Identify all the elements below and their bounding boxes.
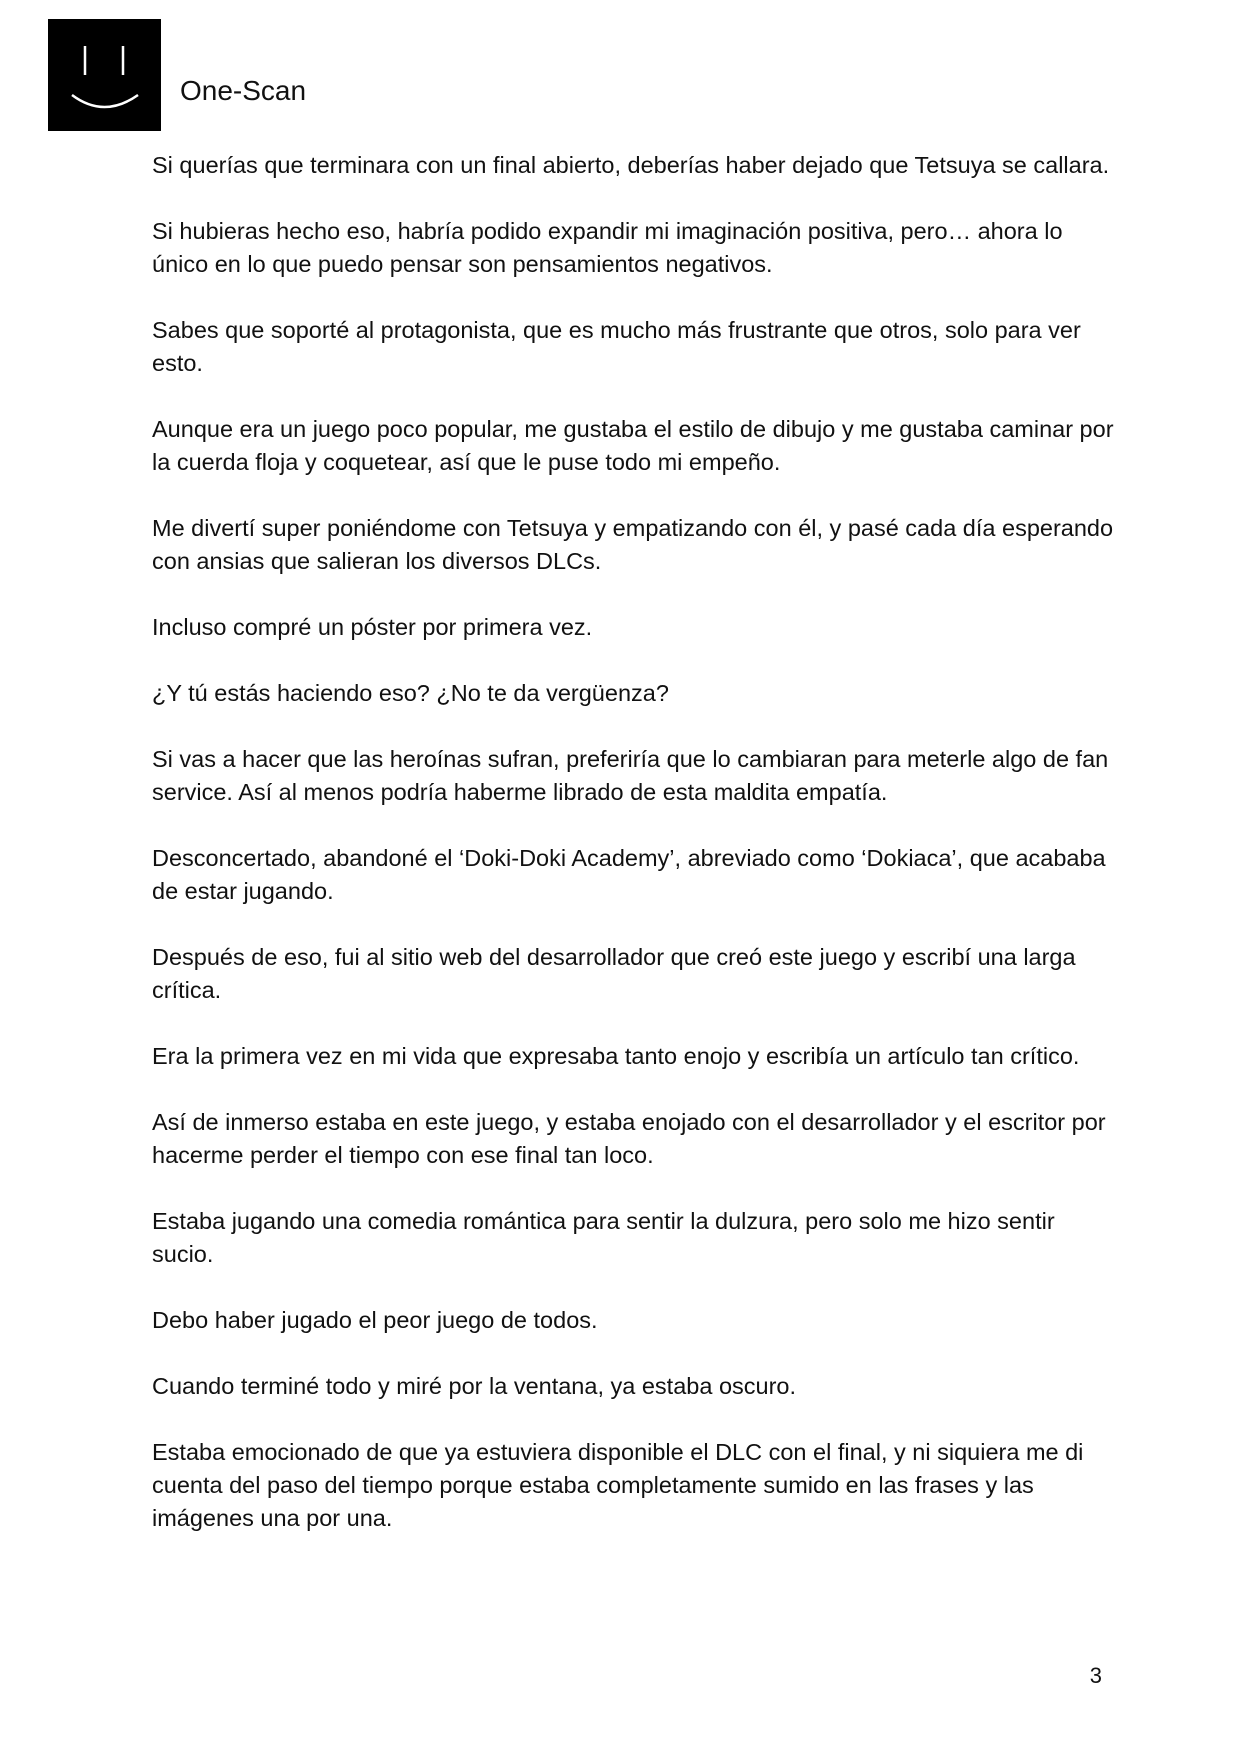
paragraph: Incluso compré un póster por primera vez. — [152, 614, 593, 640]
paragraph: Sabes que soporté al protagonista, que es mucho más frustrante que otros, solo para ver esto. — [152, 317, 1081, 376]
paragraph: ¿Y tú estás haciendo eso? ¿No te da vergüenza? — [152, 680, 669, 706]
page-number: 3 — [1089, 1663, 1102, 1688]
document-body — [152, 149, 1114, 1568]
paragraph: Estaba emocionado de que ya estuviera disponible el DLC con el final, y ni siquiera me di cuenta del paso del tiempo porque estaba completamente sumido en las frases y las imágenes una por una. — [152, 1439, 1084, 1531]
paragraph: Después de eso, fui al sitio web del desarrollador que creó este juego y escribí una larga crítica. — [152, 944, 1076, 1003]
paragraph: Me divertí super poniéndome con Tetsuya y empatizando con él, y pasé cada día esperando con ansias que salieran los diversos DLCs. — [152, 515, 1114, 574]
paragraph: Si vas a hacer que las heroínas sufran, preferiría que lo cambiaran para meterle algo de fan service. Así al menos podría haberme librado de esta maldita empatía. — [152, 746, 1109, 805]
paragraph: Estaba jugando una comedia romántica para sentir la dulzura, pero solo me hizo sentir sucio. — [152, 1208, 1055, 1267]
paragraph: Aunque era un juego poco popular, me gustaba el estilo de dibujo y me gustaba caminar por la cuerda floja y coquetear, así que le puse todo mi empeño. — [152, 416, 1114, 475]
paragraph: Si hubieras hecho eso, habría podido expandir mi imaginación positiva, pero… ahora lo único en lo que puedo pensar son pensamientos negativos. — [152, 218, 1063, 277]
paragraph: Debo haber jugado el peor juego de todos. — [152, 1307, 598, 1333]
paragraph: Cuando terminé todo y miré por la ventana, ya estaba oscuro. — [152, 1373, 797, 1399]
paragraph: Era la primera vez en mi vida que expresaba tanto enojo y escribía un artículo tan crítico. — [152, 1043, 1080, 1069]
smiley-face-icon — [48, 19, 161, 131]
brand-name: One-Scan — [180, 75, 307, 106]
one-scan-logo — [48, 19, 161, 131]
paragraph: Así de inmerso estaba en este juego, y estaba enojado con el desarrollador y el escritor por hacerme perder el tiempo con ese final tan loco. — [152, 1109, 1106, 1168]
paragraph: Desconcertado, abandoné el ‘Doki-Doki Academy’, abreviado como ‘Dokiaca’, que acababa de estar jugando. — [152, 845, 1106, 904]
paragraph: Si querías que terminara con un final abierto, deberías haber dejado que Tetsuya se callara. — [152, 152, 1110, 178]
